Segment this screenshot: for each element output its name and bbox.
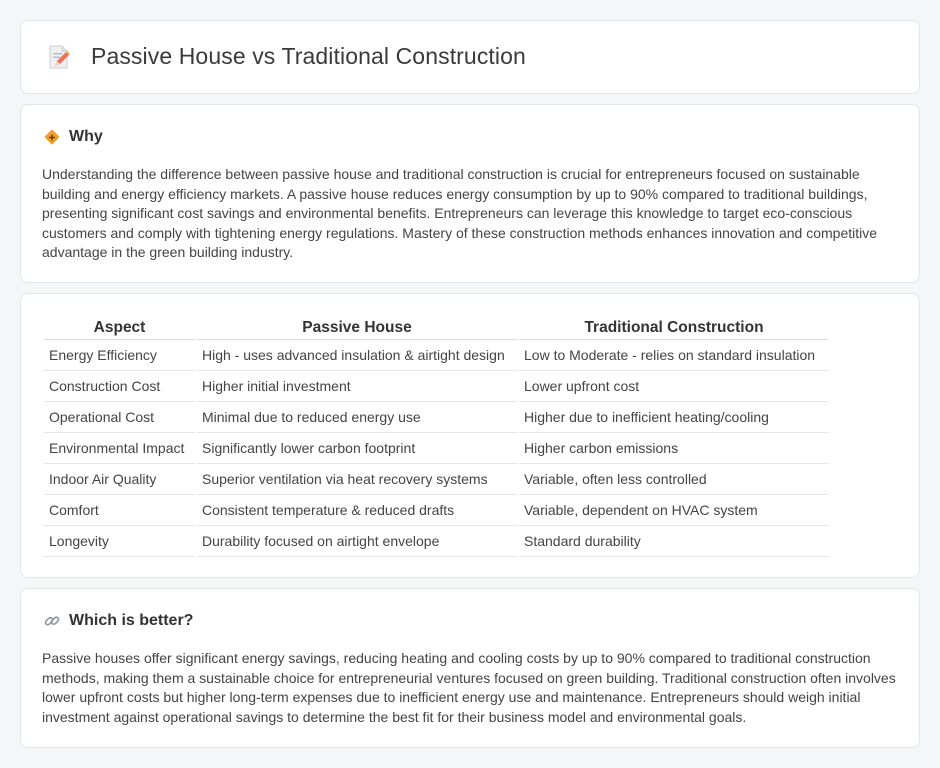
table-row xyxy=(44,495,829,526)
diamond-sign-icon xyxy=(43,128,61,146)
traditional-cell: Variable, often less controlled xyxy=(519,464,829,495)
traditional-cell: Lower upfront cost xyxy=(519,371,829,402)
why-paragraph: Understanding the difference between passive house and traditional construction is crucial for entrepreneurs focused on sustainable building and energy efficiency markets. A passive house reduces energy consumption by up to 90% compared to traditional buildings, presenting significant cost savings and environmental benefits. Entrepreneurs can leverage this knowledge to target eco-conscious customers and comply with tightening energy regulations. Mastery of these construction methods enhances innovation and competitive advantage in the green building industry. xyxy=(42,166,878,261)
table-header-row xyxy=(44,316,829,340)
comparison-card xyxy=(20,293,920,578)
column-header-traditional: Traditional Construction xyxy=(519,316,829,340)
table-row xyxy=(44,433,829,464)
passive-cell: Superior ventilation via heat recovery systems xyxy=(197,464,517,495)
aspect-cell: Comfort xyxy=(44,495,195,526)
column-header-aspect: Aspect xyxy=(44,316,195,340)
why-heading-row xyxy=(43,128,103,146)
aspect-cell: Longevity xyxy=(44,526,195,557)
passive-cell: High - uses advanced insulation & airtight design xyxy=(197,340,517,371)
which-is-better-card xyxy=(20,588,920,748)
traditional-cell: Low to Moderate - relies on standard insulation xyxy=(519,340,829,371)
better-heading: Which is better? xyxy=(69,612,194,629)
traditional-cell: Variable, dependent on HVAC system xyxy=(519,495,829,526)
traditional-cell: Higher carbon emissions xyxy=(519,433,829,464)
table-row xyxy=(44,402,829,433)
aspect-cell: Construction Cost xyxy=(44,371,195,402)
why-card xyxy=(20,104,920,283)
passive-cell: Significantly lower carbon footprint xyxy=(197,433,517,464)
aspect-cell: Environmental Impact xyxy=(44,433,195,464)
page-title: Passive House vs Traditional Construction xyxy=(91,43,526,69)
title-card xyxy=(20,20,920,94)
passive-cell: Higher initial investment xyxy=(197,371,517,402)
passive-cell: Minimal due to reduced energy use xyxy=(197,402,517,433)
better-paragraph: Passive houses offer significant energy savings, reducing heating and cooling costs by up to 90% compared to traditional construction methods, making them a sustainable choice for entrepreneurial ventures focused on green building. Traditional construction often involves lower upfront costs but higher long-term expenses due to inefficient energy use and maintenance. Entrepreneurs should weigh initial investment against operational savings to determine the best fit for their business model and environmental goals. xyxy=(42,650,896,725)
aspect-cell: Energy Efficiency xyxy=(44,340,195,371)
document-pencil-icon xyxy=(47,44,71,70)
better-heading-row xyxy=(43,612,193,630)
table-row xyxy=(44,526,829,557)
link-icon xyxy=(43,612,61,630)
column-header-passive-house: Passive House xyxy=(197,316,517,340)
table-row xyxy=(44,464,829,495)
traditional-cell: Standard durability xyxy=(519,526,829,557)
table-row xyxy=(44,340,829,371)
table-row xyxy=(44,371,829,402)
title-row xyxy=(47,43,526,70)
passive-cell: Consistent temperature & reduced drafts xyxy=(197,495,517,526)
comparison-table xyxy=(42,316,831,557)
aspect-cell: Operational Cost xyxy=(44,402,195,433)
aspect-cell: Indoor Air Quality xyxy=(44,464,195,495)
passive-cell: Durability focused on airtight envelope xyxy=(197,526,517,557)
why-heading: Why xyxy=(69,128,103,145)
traditional-cell: Higher due to inefficient heating/cooling xyxy=(519,402,829,433)
